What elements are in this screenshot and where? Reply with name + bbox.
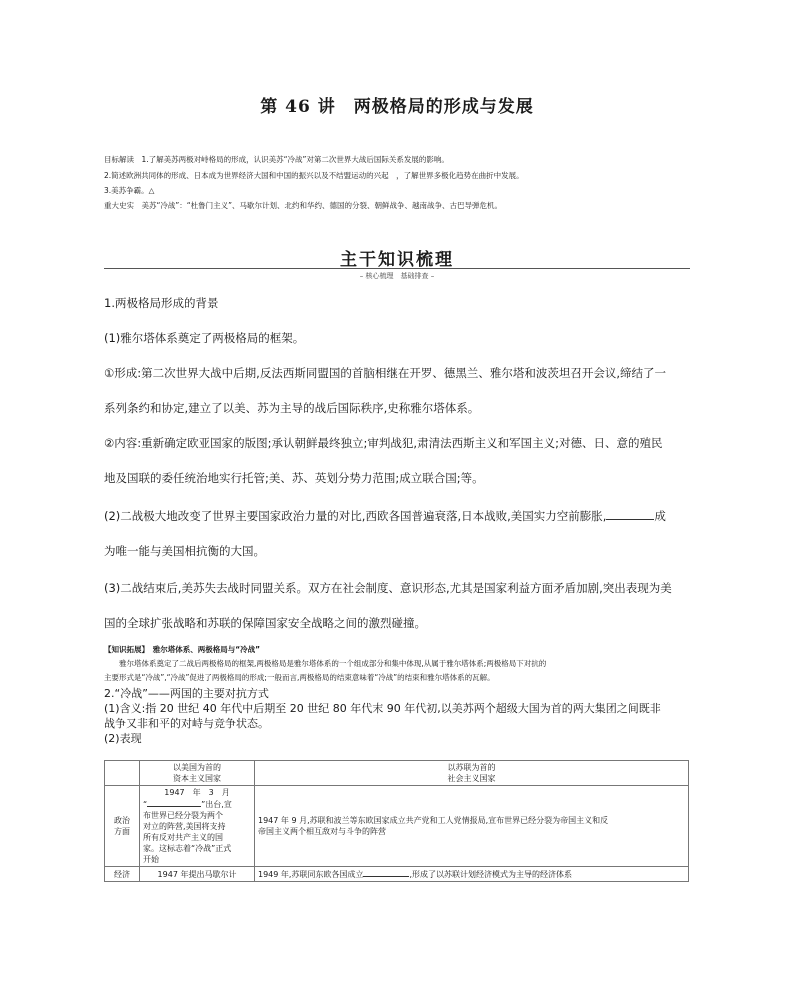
paragraph-formation-line2: 系列条约和协定,建立了以美、苏为主导的战后国际秩序,史称雅尔塔体系。 [104, 401, 480, 415]
cell-soviet-economy [255, 867, 689, 882]
cell-line: 对立的阵营,美国将支持 [143, 822, 226, 831]
paragraph-alliance-line2: 国的全球扩张战略和苏联的保障国家安全战略之间的激烈碰撞。 [104, 616, 426, 630]
paragraph-ww2-change-line2: 为唯一能与美国相抗衡的大国。 [104, 544, 265, 558]
cell-line: 1947 年 9 月,苏联和波兰等东欧国家成立共产党和工人党情报局,宣布世界已经分裂为帝国主义和反 [258, 816, 609, 825]
table-header-row [105, 761, 689, 786]
table-row [105, 867, 689, 882]
header-soviet-line2: 社会主义国家 [447, 774, 496, 783]
fill-blank[interactable] [363, 868, 409, 877]
cell-text: “ [143, 800, 148, 809]
key-facts-line: 重大史实 美苏“冷战”：“杜鲁门主义”、马歇尔计划、北约和华约、德国的分裂、朝鲜战争、越南战争、古巴导弹危机。 [104, 201, 503, 210]
row-label-line1: 政治 [114, 816, 130, 825]
row-label-economy: 经济 [105, 867, 140, 882]
fill-blank[interactable] [147, 798, 201, 807]
knowledge-tip-line2: 主要形式是“冷战”,“冷战”促进了两极格局的形成;一般而言,两极格局的结束意味着“冷战”的结束和雅尔塔体系的瓦解。 [104, 673, 495, 682]
goal-line-3: 3.美苏争霸。△ [104, 186, 155, 195]
table-header-soviet [255, 761, 689, 786]
fill-blank[interactable] [606, 508, 654, 520]
section-title: 主干知识梳理 [340, 250, 454, 270]
row-label-line2: 方面 [114, 827, 130, 836]
header-us-line1: 以美国为首的 [173, 763, 221, 772]
page-title: 第 46 讲 两极格局的形成与发展 [260, 97, 534, 117]
cell-line: 所有反对共产主义的国 [143, 833, 223, 842]
paragraph-formation-line1: ①形成:第二次世界大战中后期,反法西斯同盟国的首脑相继在开罗、德黑兰、雅尔塔和波茨坦召开会议,缔结了一 [104, 366, 666, 380]
table-row [105, 786, 689, 867]
paragraph-definition-line1: (1)含义:指 20 世纪 40 年代中后期至 20 世纪 80 年代末 90 年代初,以美苏两个超级大国为首的两大集团之间既非 [104, 702, 661, 715]
heading-cold-war: 2.“冷战”——两国的主要对抗方式 [104, 687, 269, 700]
cell-us-politics [140, 786, 255, 867]
knowledge-tip-line1: 雅尔塔体系奠定了二战后两极格局的框架,两极格局是雅尔塔体系的一个组成部分和集中体现,从属于雅尔塔体系;两极格局下对抗的 [104, 659, 547, 668]
table-header-empty [105, 761, 140, 786]
comparison-table [104, 760, 689, 882]
cell-soviet-politics [255, 786, 689, 867]
table-header-us [140, 761, 255, 786]
heading-manifestation: (2)表现 [104, 732, 142, 745]
header-us-line2: 资本主义国家 [173, 774, 221, 783]
paragraph-content-line2: 地及国联的委任统治地实行托管;美、苏、英划分势力范围;成立联合国;等。 [104, 471, 484, 485]
cell-line: 布世界已经分裂为两个 [143, 811, 223, 820]
cell-text: 1949 年,苏联同东欧各国成立 [258, 870, 364, 879]
paragraph-alliance-line1: (3)二战结束后,美苏失去战时同盟关系。双方在社会制度、意识形态,尤其是国家利益方面矛盾加剧,突出表现为美 [104, 581, 672, 595]
cell-line: 家。这标志着“冷战”正式 [143, 844, 232, 853]
goal-line-1: 目标解读 1.了解美苏两极对峙格局的形成，认识美苏“冷战”对第二次世界大战后国际关系发展的影响。 [104, 155, 449, 164]
goal-line-2: 2.简述欧洲共同体的形成、日本成为世界经济大国和中国的振兴以及不结盟运动的兴起 ，了解世界多极化趋势在曲折中发展。 [104, 171, 524, 180]
paragraph-ww2-change-line1 [104, 508, 694, 524]
paragraph-definition-line2: 战争又非和平的对峙与竞争状态。 [104, 717, 269, 730]
section-subtitle: – 核心梳理 基础排查 – [359, 272, 435, 280]
paragraph-content-line1: ②内容:重新确定欧亚国家的版图;承认朝鲜最终独立;审判战犯,肃清法西斯主义和军国主义;对德、日、意的殖民 [104, 436, 663, 450]
cell-line: 帝国主义两个相互敌对与斗争的阵营 [258, 827, 386, 836]
ww2-change-text: (2)二战极大地改变了世界主要国家政治力量的对比,西欧各国普遍衰落,日本战败,美国实力空前膨胀, [104, 509, 607, 523]
header-soviet-line1: 以苏联为首的 [447, 763, 496, 772]
cell-us-economy: 1947 年提出马歇尔计 [140, 867, 255, 882]
section-divider [104, 268, 690, 269]
paragraph-yalta-framework: (1)雅尔塔体系奠定了两极格局的框架。 [104, 331, 305, 345]
cell-line: 1947 年 3 月 [164, 788, 230, 797]
cell-line: 开始 [143, 855, 159, 864]
cell-text: ”出台,宣 [201, 800, 232, 809]
row-label-politics [105, 786, 140, 867]
cell-text: ,形成了以苏联计划经济模式为主导的经济体系 [409, 870, 572, 879]
heading-background: 1.两极格局形成的背景 [104, 296, 219, 310]
knowledge-tip-title: 【知识拓展】 雅尔塔体系、两极格局与“冷战” [104, 645, 261, 654]
cell-line-blank [143, 798, 251, 810]
ww2-change-tail: 成 [654, 509, 666, 523]
